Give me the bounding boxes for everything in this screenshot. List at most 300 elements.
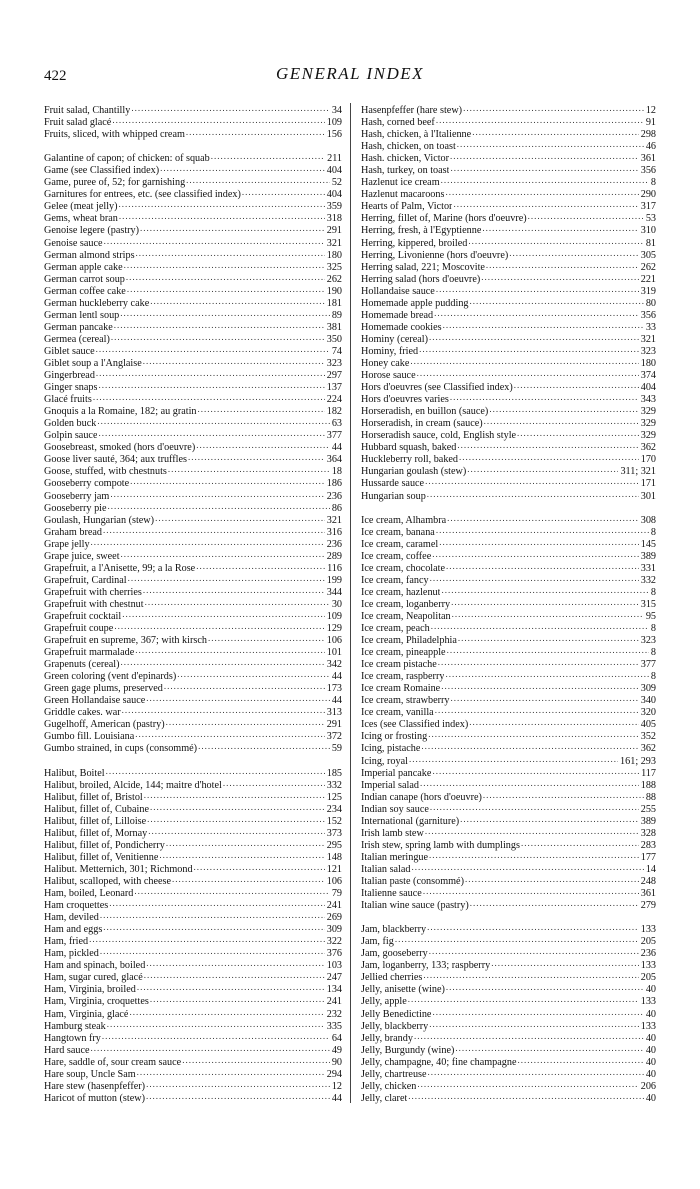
entry-term: Ham, boiled, Leonard bbox=[44, 888, 134, 900]
index-entry bbox=[361, 308, 656, 320]
index-entry bbox=[361, 115, 656, 127]
entry-page: 262 bbox=[326, 273, 342, 285]
entry-page: 8 bbox=[650, 671, 656, 683]
entry-term: Italienne sauce bbox=[361, 888, 422, 900]
dot-leader bbox=[480, 272, 638, 282]
entry-term: Fruit salad, Chantilly bbox=[44, 105, 131, 116]
dot-leader bbox=[181, 1055, 330, 1065]
dot-leader bbox=[490, 958, 639, 968]
entry-term: Green gage plums, preserved bbox=[44, 683, 163, 695]
index-entry bbox=[44, 525, 342, 537]
entry-term: Jelly, brandy bbox=[361, 1032, 413, 1044]
entry-term: Jam, gooseberry bbox=[361, 948, 428, 960]
dot-leader bbox=[95, 344, 330, 354]
entry-page: 52 bbox=[331, 177, 342, 189]
index-entry bbox=[361, 513, 656, 525]
entry-page: 234 bbox=[326, 803, 342, 815]
entry-page: 359 bbox=[326, 201, 342, 213]
entry-term: Germea (cereal) bbox=[44, 333, 110, 345]
entry-term: Haricot of mutton (stew) bbox=[44, 1092, 145, 1104]
entry-term: Hash, turkey, on toast bbox=[361, 165, 450, 177]
entry-term: Genoise legere (pastry) bbox=[44, 225, 140, 237]
entry-term: Jam, fig bbox=[361, 936, 394, 948]
index-column-right bbox=[361, 103, 656, 1103]
index-entry bbox=[361, 766, 656, 778]
entry-term: Halibut, fillet of, Venitienne bbox=[44, 851, 159, 863]
entry-term: Genoise sauce bbox=[44, 237, 103, 249]
index-entry bbox=[361, 344, 656, 356]
entry-page: 321 bbox=[326, 237, 342, 249]
dot-leader bbox=[434, 705, 639, 715]
dot-leader bbox=[187, 452, 325, 462]
index-entry bbox=[361, 681, 656, 693]
dot-leader bbox=[468, 717, 639, 727]
dot-leader bbox=[416, 1079, 638, 1089]
index-entry bbox=[44, 838, 342, 850]
index-entry bbox=[361, 1067, 656, 1079]
entry-page: 321 bbox=[640, 333, 656, 345]
index-entry bbox=[44, 211, 342, 223]
dot-leader bbox=[462, 103, 644, 113]
index-entry bbox=[44, 404, 342, 416]
dot-leader bbox=[431, 1007, 643, 1017]
entry-term: German pancake bbox=[44, 321, 113, 333]
entry-page: 232 bbox=[326, 1008, 342, 1020]
index-entry bbox=[44, 501, 342, 513]
entry-term: Herring, Livonienne (hors d'oeuvre) bbox=[361, 249, 509, 261]
entry-term: Hussarde sauce bbox=[361, 478, 425, 490]
index-entry bbox=[44, 151, 342, 163]
index-entry bbox=[361, 669, 656, 681]
index-entry bbox=[361, 934, 656, 946]
dot-leader bbox=[147, 826, 324, 836]
entry-term: Halibut, fillet of, Pondicherry bbox=[44, 839, 165, 851]
index-entry bbox=[44, 561, 342, 573]
index-entry bbox=[361, 476, 656, 488]
dot-leader bbox=[440, 585, 648, 595]
entry-term: Hamburg steak bbox=[44, 1020, 106, 1032]
entry-page: 305 bbox=[640, 249, 656, 261]
entry-page: 317 bbox=[640, 201, 656, 213]
entry-term: Icing or frosting bbox=[361, 731, 428, 743]
entry-page: 205 bbox=[640, 936, 656, 948]
entry-page: 40 bbox=[645, 1044, 656, 1056]
index-entry bbox=[44, 946, 342, 958]
dot-leader bbox=[163, 681, 325, 691]
entry-term: Goulash, Hungarian (stew) bbox=[44, 514, 155, 526]
dot-leader bbox=[149, 296, 325, 306]
entry-page: 248 bbox=[640, 876, 656, 887]
dot-leader bbox=[142, 585, 325, 595]
entry-page: 255 bbox=[640, 803, 656, 815]
dot-leader bbox=[120, 549, 325, 559]
entry-term: Gooseberry compote bbox=[44, 478, 130, 490]
entry-page: 46 bbox=[645, 141, 656, 153]
index-entry bbox=[44, 729, 342, 741]
entry-page: 40 bbox=[645, 1056, 656, 1068]
dot-leader bbox=[446, 645, 649, 655]
entry-term: Ham, fried bbox=[44, 936, 89, 948]
entry-page: 106 bbox=[326, 876, 342, 887]
dot-leader bbox=[109, 489, 324, 499]
entry-page: 329 bbox=[640, 406, 656, 418]
dot-leader bbox=[102, 922, 324, 932]
index-entry bbox=[361, 187, 656, 199]
index-entry bbox=[44, 127, 342, 139]
dot-leader bbox=[143, 970, 325, 980]
entry-page: 298 bbox=[640, 129, 656, 141]
entry-page: 181 bbox=[326, 297, 342, 309]
entry-term: Green Hollandaise sauce bbox=[44, 695, 146, 707]
entry-page: 14 bbox=[645, 863, 656, 875]
index-entry bbox=[44, 380, 342, 392]
entry-term: Ham, Virginia, broiled bbox=[44, 984, 136, 996]
entry-page: 199 bbox=[326, 574, 342, 586]
entry-term: Gooseberry jam bbox=[44, 490, 110, 502]
index-entry bbox=[44, 826, 342, 838]
dot-leader bbox=[422, 886, 639, 896]
dot-leader bbox=[165, 838, 325, 848]
entry-term: Halibut, Boitel bbox=[44, 767, 105, 779]
entry-page: 323 bbox=[326, 357, 342, 369]
dot-leader bbox=[159, 163, 325, 173]
dot-leader bbox=[136, 982, 325, 992]
dot-leader bbox=[416, 368, 639, 378]
entry-page: 90 bbox=[331, 1056, 342, 1068]
entry-page: 319 bbox=[640, 285, 656, 297]
index-entry bbox=[361, 489, 656, 501]
dot-leader bbox=[431, 766, 639, 776]
entry-term: Herring, fresh, à l'Egyptienne bbox=[361, 225, 482, 237]
entry-term: Horose sauce bbox=[361, 370, 416, 382]
entry-page: 308 bbox=[640, 514, 656, 526]
entry-page: 117 bbox=[641, 767, 656, 779]
index-entry bbox=[361, 404, 656, 416]
entry-term: Halibut, fillet of, Lilloise bbox=[44, 815, 147, 827]
dot-leader bbox=[481, 223, 638, 233]
entry-page: 133 bbox=[640, 996, 656, 1008]
entry-term: Gumbo fill. Louisiana bbox=[44, 731, 135, 743]
index-entry bbox=[361, 1091, 656, 1103]
entry-page: 356 bbox=[640, 165, 656, 177]
dot-leader bbox=[145, 1079, 330, 1089]
entry-term: Horseradish, en buillon (sauce) bbox=[361, 406, 489, 418]
index-entry bbox=[361, 585, 656, 597]
entry-page: 316 bbox=[326, 526, 342, 538]
entry-term: Ginger snaps bbox=[44, 382, 98, 394]
entry-page: 18 bbox=[331, 466, 342, 478]
index-entry bbox=[361, 657, 656, 669]
dot-leader bbox=[105, 766, 325, 776]
entry-term: Ham, Virginia, croquettes bbox=[44, 996, 149, 1008]
entry-page: 185 bbox=[326, 767, 342, 779]
entry-page: 8 bbox=[650, 586, 656, 598]
entry-page: 236 bbox=[640, 948, 656, 960]
index-entry bbox=[361, 970, 656, 982]
index-entry bbox=[361, 609, 656, 621]
index-entry bbox=[44, 573, 342, 585]
index-entry bbox=[361, 248, 656, 260]
dot-leader bbox=[424, 476, 639, 486]
dot-leader bbox=[467, 236, 643, 246]
entry-page: 59 bbox=[331, 743, 342, 755]
index-entry bbox=[361, 127, 656, 139]
dot-leader bbox=[419, 778, 639, 788]
index-entry bbox=[361, 1031, 656, 1043]
entry-term: Ham, pickled bbox=[44, 948, 99, 960]
index-entry bbox=[44, 163, 342, 175]
entry-term: Ices (see Classified index) bbox=[361, 719, 469, 731]
index-entry bbox=[361, 139, 656, 151]
entry-term: Herring, kippered, broiled bbox=[361, 237, 468, 249]
entry-term: Hungarian soup bbox=[361, 490, 426, 502]
index-entry bbox=[361, 573, 656, 585]
index-entry bbox=[361, 645, 656, 657]
entry-page: 74 bbox=[331, 345, 342, 357]
dot-leader bbox=[442, 320, 644, 330]
index-entry bbox=[361, 464, 656, 476]
index-entry bbox=[361, 223, 656, 235]
dot-leader bbox=[466, 464, 618, 474]
index-entry bbox=[44, 428, 342, 440]
entry-term: Grapefruit en supreme, 367; with kirsch bbox=[44, 635, 207, 647]
dot-leader bbox=[409, 356, 638, 366]
entry-term: Irish lamb stew bbox=[361, 827, 424, 839]
index-entry bbox=[361, 1043, 656, 1055]
entry-page: 171 bbox=[640, 478, 656, 490]
entry-term: Hubbard squash, baked bbox=[361, 442, 457, 454]
dot-leader bbox=[125, 272, 325, 282]
entry-page: 44 bbox=[331, 1092, 342, 1104]
index-entry bbox=[361, 874, 656, 886]
entry-term: Hash, chicken, à l'Italienne bbox=[361, 129, 472, 141]
index-entry bbox=[361, 452, 656, 464]
entry-page: 364 bbox=[326, 454, 342, 466]
entry-term: Icing, royal bbox=[361, 755, 408, 767]
entry-term: Imperial pancake bbox=[361, 767, 432, 779]
dot-leader bbox=[482, 790, 644, 800]
index-entry bbox=[361, 211, 656, 223]
entry-page: 186 bbox=[326, 478, 342, 490]
entry-term: Hash. chicken, Victor bbox=[361, 153, 450, 165]
entry-term: Hare, saddle of, sour cream sauce bbox=[44, 1056, 182, 1068]
dot-leader bbox=[185, 175, 330, 185]
entry-term: Ice cream, raspberry bbox=[361, 671, 445, 683]
entry-term: Ice cream, hazlenut bbox=[361, 586, 441, 598]
page-title: GENERAL INDEX bbox=[275, 64, 425, 83]
dot-leader bbox=[456, 440, 638, 450]
dot-leader bbox=[139, 223, 325, 233]
entry-page: 188 bbox=[640, 779, 656, 791]
entry-term: Ham and eggs bbox=[44, 924, 103, 936]
entry-page: 297 bbox=[326, 370, 342, 382]
index-entry bbox=[44, 766, 342, 778]
dot-leader bbox=[90, 1043, 330, 1053]
index-column-left bbox=[44, 103, 342, 1103]
entry-page: 241 bbox=[326, 900, 342, 912]
index-entry bbox=[361, 296, 656, 308]
dot-leader bbox=[452, 199, 638, 209]
index-entry bbox=[44, 308, 342, 320]
entry-term: Golden buck bbox=[44, 418, 97, 430]
entry-term: German lentl soup bbox=[44, 309, 120, 321]
entry-term: Golpin sauce bbox=[44, 430, 98, 442]
dot-leader bbox=[149, 802, 325, 812]
entry-page: 343 bbox=[640, 394, 656, 406]
entry-page: 129 bbox=[326, 623, 342, 635]
entry-page: 88 bbox=[645, 791, 656, 803]
entry-term: Italian salad bbox=[361, 863, 411, 875]
entry-term: Graham bread bbox=[44, 526, 102, 538]
index-entry bbox=[361, 898, 656, 910]
dot-leader bbox=[483, 416, 639, 426]
dot-leader bbox=[407, 994, 639, 1004]
entry-page: 294 bbox=[326, 1068, 342, 1080]
dot-leader bbox=[418, 344, 639, 354]
entry-term: Green coloring (vent d'epinards) bbox=[44, 671, 177, 683]
index-entry bbox=[44, 440, 342, 452]
entry-term: Hungarian goulash (stew) bbox=[361, 466, 467, 478]
dot-leader bbox=[428, 850, 639, 860]
index-entry bbox=[361, 946, 656, 958]
entry-page: 332 bbox=[326, 779, 342, 791]
entry-page: 381 bbox=[326, 321, 342, 333]
entry-page: 279 bbox=[640, 900, 656, 912]
index-entry bbox=[44, 248, 342, 260]
entry-term: Grapefruit with cherries bbox=[44, 586, 142, 598]
entry-page: 133 bbox=[640, 924, 656, 936]
entry-page: 182 bbox=[326, 406, 342, 418]
entry-term: Ice cream Romaine bbox=[361, 683, 441, 695]
index-entry bbox=[44, 633, 342, 645]
entry-term: Ice cream, Alhambra bbox=[361, 514, 447, 526]
entry-term: Grape jelly bbox=[44, 538, 90, 550]
dot-leader bbox=[450, 597, 639, 607]
entry-term: Grapefruit, a l'Anisette, 99; a la Rose bbox=[44, 562, 196, 574]
entry-page: 350 bbox=[326, 333, 342, 345]
entry-term: Gelee (meat jelly) bbox=[44, 201, 118, 213]
index-entry bbox=[361, 826, 656, 838]
index-entry bbox=[44, 187, 342, 199]
index-entry bbox=[361, 260, 656, 272]
entry-term: Hors d'oeuvres (see Classified index) bbox=[361, 382, 513, 394]
entry-page: 44 bbox=[331, 695, 342, 707]
index-entry bbox=[44, 260, 342, 272]
dot-leader bbox=[128, 1007, 324, 1017]
entry-page: 329 bbox=[640, 418, 656, 430]
dot-leader bbox=[134, 645, 324, 655]
index-entry bbox=[361, 862, 656, 874]
entry-term: Grapefruit with chestnut bbox=[44, 598, 144, 610]
dot-leader bbox=[121, 609, 325, 619]
entry-term: Hazlenut macaroons bbox=[361, 189, 445, 201]
dot-leader bbox=[197, 741, 330, 751]
index-entry bbox=[44, 934, 342, 946]
entry-page: 40 bbox=[645, 1068, 656, 1080]
index-entry bbox=[44, 705, 342, 717]
entry-term: Gems, wheat bran bbox=[44, 213, 118, 225]
dot-leader bbox=[210, 151, 325, 161]
dot-leader bbox=[451, 609, 644, 619]
entry-page: 362 bbox=[640, 743, 656, 755]
entry-page: 109 bbox=[326, 610, 342, 622]
dot-leader bbox=[145, 1091, 330, 1101]
entry-term: German coffee cake bbox=[44, 285, 126, 297]
entry-page: 373 bbox=[326, 827, 342, 839]
entry-page: 389 bbox=[640, 550, 656, 562]
index-entry bbox=[44, 693, 342, 705]
index-entry bbox=[44, 790, 342, 802]
index-entry bbox=[44, 284, 342, 296]
entry-term: Griddle cakes. war bbox=[44, 707, 121, 719]
entry-page: 80 bbox=[645, 297, 656, 309]
entry-page: 30 bbox=[331, 598, 342, 610]
dot-leader bbox=[195, 561, 325, 571]
index-entry bbox=[44, 392, 342, 404]
entry-term: Hors d'oeuvres varies bbox=[361, 394, 449, 406]
entry-page: 332 bbox=[640, 574, 656, 586]
entry-term: Imperial salad bbox=[361, 779, 419, 791]
dot-leader bbox=[394, 934, 639, 944]
entry-page: 329 bbox=[640, 430, 656, 442]
entry-page: 89 bbox=[331, 309, 342, 321]
index-entry bbox=[361, 850, 656, 862]
entry-page: 44 bbox=[331, 442, 342, 454]
dot-leader bbox=[438, 537, 639, 547]
entry-term: Hard sauce bbox=[44, 1044, 90, 1056]
entry-page: 356 bbox=[640, 309, 656, 321]
index-entry bbox=[361, 994, 656, 1006]
entry-term: Glacé fruits bbox=[44, 394, 92, 406]
entry-page: 376 bbox=[326, 948, 342, 960]
entry-term: Giblet soup a l'Anglaise bbox=[44, 357, 142, 369]
index-entry bbox=[44, 356, 342, 368]
entry-term: Ham and spinach, boiled bbox=[44, 960, 146, 972]
dot-leader bbox=[145, 693, 330, 703]
entry-term: Game, puree of, 52; for garnishing bbox=[44, 177, 186, 189]
entry-term: Hangtown fry bbox=[44, 1032, 101, 1044]
dot-leader bbox=[118, 199, 325, 209]
entry-page: 40 bbox=[645, 1092, 656, 1104]
dot-leader bbox=[185, 127, 325, 137]
entry-term: Hash, chicken, on toast bbox=[361, 141, 456, 153]
entry-term: Grapenuts (cereal) bbox=[44, 659, 120, 671]
dot-leader bbox=[176, 669, 330, 679]
entry-term: Giblet sauce bbox=[44, 345, 95, 357]
index-entry bbox=[361, 440, 656, 452]
entry-page: 323 bbox=[640, 345, 656, 357]
dot-leader bbox=[520, 838, 639, 848]
entry-term: Ice cream, loganberry bbox=[361, 598, 451, 610]
dot-leader bbox=[126, 284, 325, 294]
entry-page: 8 bbox=[650, 623, 656, 635]
dot-leader bbox=[444, 187, 638, 197]
entry-page: 81 bbox=[645, 237, 656, 249]
entry-page: 361 bbox=[640, 153, 656, 165]
entry-page: 291 bbox=[326, 719, 342, 731]
entry-term: Gugelhoff, American (pastry) bbox=[44, 719, 165, 731]
entry-page: 224 bbox=[326, 394, 342, 406]
entry-term: Icing, pistache bbox=[361, 743, 421, 755]
entry-term: German carrot soup bbox=[44, 273, 125, 285]
entry-page: 262 bbox=[640, 261, 656, 273]
index-entry bbox=[361, 790, 656, 802]
index-entry bbox=[44, 669, 342, 681]
index-entry bbox=[44, 886, 342, 898]
entry-term: Grapefruit marmalade bbox=[44, 647, 135, 659]
index-entry bbox=[361, 368, 656, 380]
index-entry bbox=[361, 416, 656, 428]
